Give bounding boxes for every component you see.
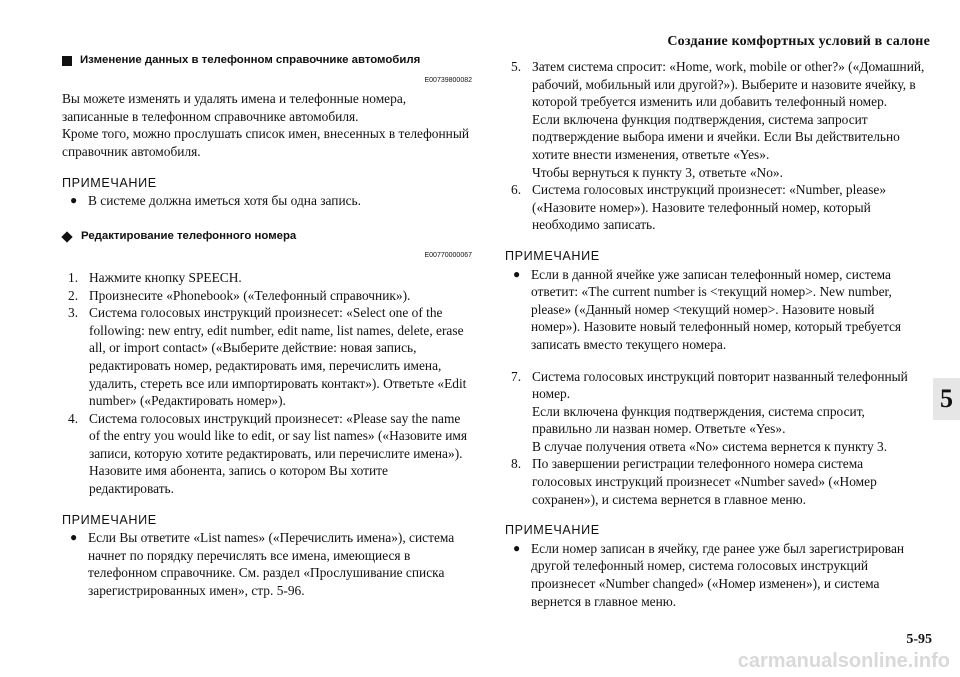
page-header: Создание комфортных условий в салоне [667, 34, 930, 49]
step-item [62, 269, 472, 287]
step-number: 8. [511, 456, 522, 472]
section-title-edit-phonebook [62, 52, 472, 70]
step-line: Если включена функция подтверждения, система спросит, правильно ли назван номер. Ответьте «Yes». [532, 403, 865, 437]
note-label: ПРИМЕЧАНИЕ [505, 248, 600, 263]
note-text: Если Вы ответите «List names» («Перечислить имена»), система начнет по порядку перечислять все имена, имеющиеся в телефонном справочнике. См. раздел «Прослушивание списка зарегистрированных имен», стр. 5-96. [88, 530, 455, 599]
paragraph: Вы можете изменять и удалять имена и телефонные номера, записанные в телефонном справочнике автомобиля. [62, 91, 407, 124]
note-label: ПРИМЕЧАНИЕ [505, 523, 600, 538]
step-line: Система голосовых инструкций повторит названный телефонный номер. [532, 368, 908, 402]
section-code: E00739800082 [424, 76, 472, 84]
step-text: По завершении регистрации телефонного номера система голосовых инструкций произнесет «Number saved» («Номер сохранен»), и система вернется в главное меню. [532, 456, 877, 507]
section-title-edit-number [62, 228, 472, 246]
step-text [532, 58, 925, 181]
step-text: Система голосовых инструкций произнесет: «Number, please» («Назовите номер»). Назовите телефонный номер, который необходимо записать. [532, 182, 887, 233]
section-title-text: Изменение данных в телефонном справочнике автомобиля [80, 54, 421, 66]
note-item [62, 192, 472, 210]
watermark-text: carmanualsonline.info [737, 650, 950, 672]
section-title-text: Редактирование телефонного номера [81, 229, 297, 242]
step-number: 4. [68, 410, 79, 426]
chapter-tab: 5 [933, 378, 960, 420]
step-text: Произнесите «Phonebook» («Телефонный справочник»). [89, 287, 411, 303]
note-text: Если в данной ячейке уже записан телефонный номер, система ответит: «The current number is <текущий номер>. New number, please» («Данный номер <текущий номер>. Назовите новый номер»). Назовите новый телефонный номер, который требуется записать вместо текущего номера. [531, 266, 902, 352]
left-column [62, 52, 472, 600]
step-text: Нажмите кнопку SPEECH. [89, 269, 242, 285]
diamond-bullet-icon [61, 231, 72, 242]
steps-list [505, 368, 925, 509]
square-bullet-icon [62, 56, 72, 66]
step-number: 1. [68, 269, 79, 285]
step-item [62, 287, 472, 305]
step-item [62, 410, 472, 498]
bullet-dot-icon: ● [70, 530, 78, 545]
note-label: ПРИМЕЧАНИЕ [62, 175, 157, 190]
page-number: 5-95 [906, 632, 932, 647]
note-text: В системе должна иметься хотя бы одна запись. [88, 193, 362, 209]
note-item [62, 529, 472, 599]
step-number: 7. [511, 368, 522, 384]
step-line: Чтобы вернуться к пункту 3, ответьте «No». [532, 164, 783, 180]
step-item [505, 58, 925, 181]
step-text [532, 368, 925, 456]
step-line: Затем система спросит: «Home, work, mobile or other?» («Домашний, рабочий, мобильный или другой?»). Выберите и назовите ячейку, в которой требуется изменить или добавить телефонный номер. [532, 59, 925, 110]
right-column [505, 58, 925, 610]
section-code: E00770000067 [424, 252, 472, 260]
bullet-dot-icon: ● [70, 193, 78, 208]
step-line: В случае получения ответа «No» система вернется к пункту 3. [532, 438, 888, 454]
step-item [505, 368, 925, 456]
step-text: Система голосовых инструкций произнесет: «Please say the name of the entry you would like to edit, or say list names» («Назовите имя записи, которую хотите редактировать, или перечислите имена»). Назовите имя абонента, запись о котором Вы хотите редактировать. [89, 410, 468, 497]
paragraph: Кроме того, можно прослушать список имен, внесенных в телефонный справочник автомобиля. [62, 126, 469, 159]
step-item [505, 181, 925, 234]
step-number: 2. [68, 287, 79, 303]
step-number: 3. [68, 305, 79, 321]
note-item [505, 266, 925, 354]
step-line: Если включена функция подтверждения, система запросит подтверждение выбора имени и ячейки. Если Вы действительно хотите внести изменения, ответьте «Yes». [532, 111, 900, 162]
steps-list [505, 58, 925, 234]
note-item [505, 540, 925, 610]
steps-list [62, 269, 472, 498]
step-item [505, 455, 925, 508]
step-number: 5. [511, 59, 522, 74]
note-text: Если номер записан в ячейку, где ранее уже был зарегистрирован другой телефонный номер, система голосовых инструкций произнесет «Number changed» («Номер изменен»), и система вернется в главное меню. [531, 540, 905, 609]
step-number: 6. [511, 182, 522, 198]
step-item [62, 304, 472, 410]
step-text: Система голосовых инструкций произнесет: «Select one of the following: new entry, edit number, edit name, list names, delete, erase all, or import contact» («Выберите действие: новая запись, редактировать номер, редактировать имя, перечислить имена, удалить, стереть все или импортировать контакт»). Ответьте «Edit number» («Редактировать номер»). [89, 305, 467, 409]
bullet-dot-icon: ● [513, 266, 521, 281]
note-label: ПРИМЕЧАНИЕ [62, 512, 157, 527]
bullet-dot-icon: ● [513, 540, 521, 555]
